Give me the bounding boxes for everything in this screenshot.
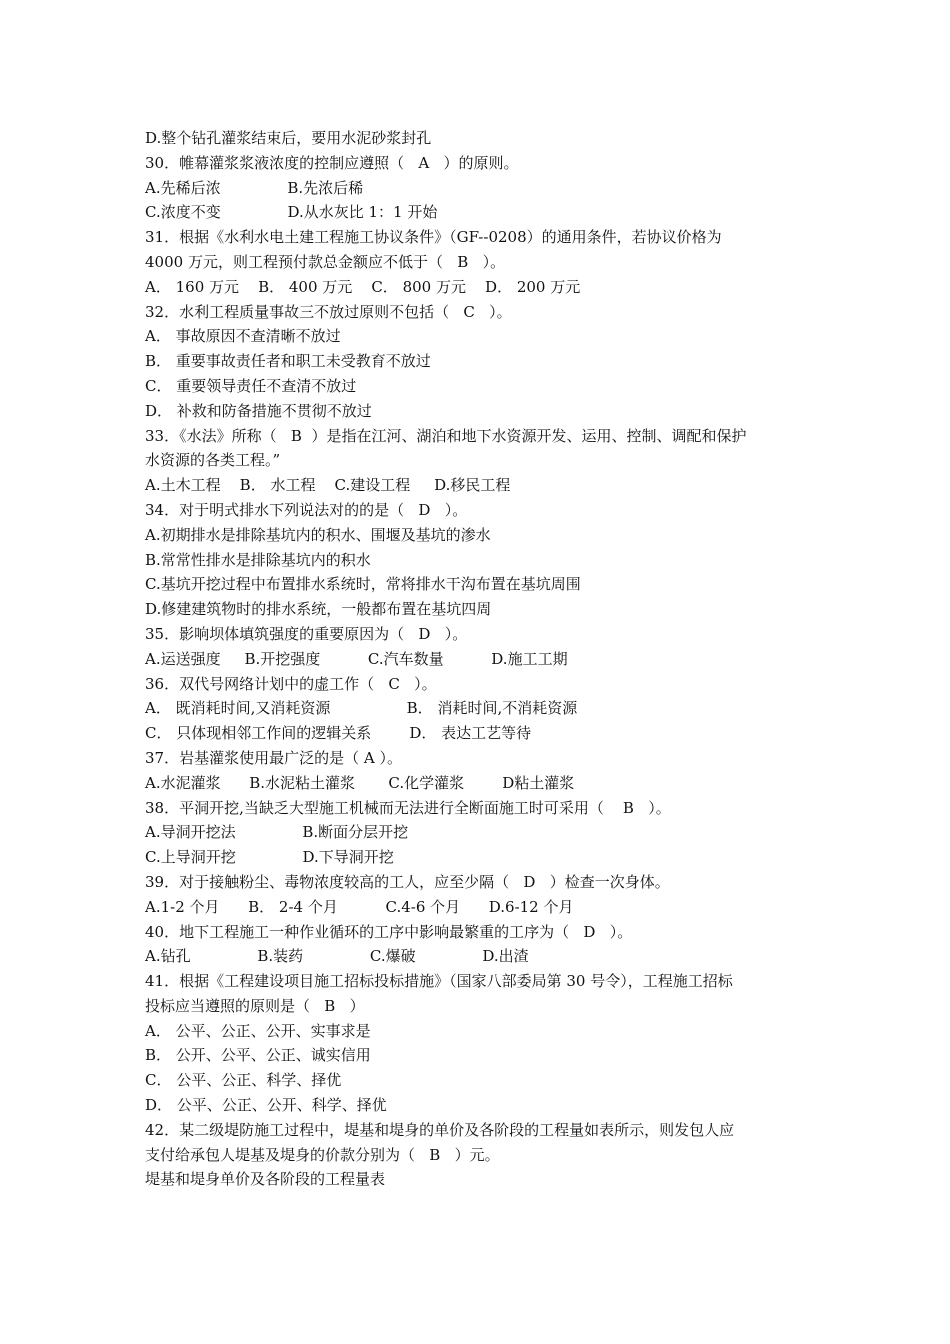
question-37: 37．岩基灌浆使用最广泛的是（ A ）。 bbox=[145, 748, 402, 767]
question-35: 35．影响坝体填筑强度的重要原因为（ D ）。 bbox=[145, 624, 468, 643]
question-41-option-d: D． 公平、公正、公开、科学、择优 bbox=[145, 1096, 387, 1115]
table-caption: 堤基和堤身单价及各阶段的工程量表 bbox=[145, 1170, 386, 1189]
question-32: 32．水利工程质量事故三不放过原则不包括（ C ）。 bbox=[145, 302, 512, 321]
question-41-option-a: A． 公平、公正、公开、实事求是 bbox=[145, 1021, 371, 1040]
question-34-option-d: D.修建建筑物时的排水系统，一般都布置在基坑四周 bbox=[145, 600, 492, 619]
question-30: 30．帷幕灌浆浆液浓度的控制应遵照（ A ）的原则。 bbox=[145, 153, 519, 172]
question-32-option-d: D． 补救和防备措施不贯彻不放过 bbox=[145, 401, 372, 420]
question-38-options-cd: C.上导洞开挖 D.下导洞开挖 bbox=[145, 848, 394, 867]
question-42: 42．某二级堤防施工过程中，堤基和堤身的单价及各阶段的工程量如表所示，则发包人应 bbox=[145, 1120, 735, 1139]
question-32-option-a: A． 事故原因不查清晰不放过 bbox=[145, 327, 341, 346]
question-41-option-c: C． 公平、公正、科学、择优 bbox=[145, 1071, 342, 1090]
question-33: 33．《水法》所称（ B ）是指在江河、湖泊和地下水资源开发、运用、控制、调配和保护 bbox=[145, 426, 747, 445]
question-34: 34．对于明式排水下列说法对的的是（ D ）。 bbox=[145, 500, 468, 519]
question-39: 39．对于接触粉尘、毒物浓度较高的工人，应至少隔（ D ）检查一次身体。 bbox=[145, 872, 670, 891]
question-36-options-cd: C． 只体现相邻工作间的逻辑关系 D． 表达工艺等待 bbox=[145, 724, 532, 743]
question-32-option-c: C． 重要领导责任不查清不放过 bbox=[145, 376, 357, 395]
question-41-cont: 投标应当遵照的原则是（ B ） bbox=[145, 996, 365, 1015]
question-36: 36．双代号网络计划中的虚工作（ C ）。 bbox=[145, 674, 437, 693]
question-38: 38．平洞开挖,当缺乏大型施工机械而无法进行全断面施工时可采用（ B ）。 bbox=[145, 798, 671, 817]
question-32-option-b: B． 重要事故责任者和职工未受教育不放过 bbox=[145, 352, 431, 371]
question-34-option-a: A.初期排水是排除基坑内的积水、围堰及基坑的渗水 bbox=[145, 525, 491, 544]
question-41-option-b: B． 公开、公平、公正、诚实信用 bbox=[145, 1046, 371, 1065]
question-40: 40．地下工程施工一种作业循环的工序中影响最繁重的工序为（ D ）。 bbox=[145, 922, 633, 941]
question-31-options: A． 160 万元 B． 400 万元 C． 800 万元 D． 200 万元 bbox=[145, 277, 581, 296]
question-42-cont: 支付给承包人堤基及堤身的价款分别为（ B ）元。 bbox=[145, 1145, 500, 1164]
question-30-options-ab: A.先稀后浓 B.先浓后稀 bbox=[145, 178, 364, 197]
question-31: 31．根据《水利水电土建工程施工协议条件》（GF--0208）的通用条件，若协议价格为 bbox=[145, 228, 722, 247]
question-34-option-b: B.常常性排水是排除基坑内的积水 bbox=[145, 550, 371, 569]
question-36-options-ab: A． 既消耗时间,又消耗资源 B． 消耗时间,不消耗资源 bbox=[145, 699, 578, 718]
question-33-options: A.土木工程 B． 水工程 C.建设工程 D.移民工程 bbox=[145, 476, 511, 495]
question-41: 41．根据《工程建设项目施工招标投标措施》（国家八部委局第 30 号令），工程施工招标 bbox=[145, 972, 733, 991]
question-33-cont: 水资源的各类工程。” bbox=[145, 451, 281, 470]
question-40-options: A.钻孔 B.装药 C.爆破 D.出渣 bbox=[145, 947, 529, 966]
question-39-options: A.1-2 个月 B． 2-4 个月 C.4-6 个月 D.6-12 个月 bbox=[145, 897, 574, 916]
question-35-options: A.运送强度 B.开挖强度 C.汽车数量 D.施工工期 bbox=[145, 649, 568, 668]
question-31-cont: 4000 万元，则工程预付款总金额应不低于（ B ）。 bbox=[145, 252, 506, 271]
question-30-options-cd: C.浓度不变 D.从水灰比 1：1 开始 bbox=[145, 203, 438, 222]
question-37-options: A.水泥灌浆 B.水泥粘土灌浆 C.化学灌浆 D粘土灌浆 bbox=[145, 773, 575, 792]
question-38-options-ab: A.导洞开挖法 B.断面分层开挖 bbox=[145, 823, 409, 842]
document-body bbox=[145, 126, 815, 1192]
question-34-option-c: C.基坑开挖过程中布置排水系统时，常将排水干沟布置在基坑周围 bbox=[145, 575, 581, 594]
text-line: D.整个钻孔灌浆结束后，要用水泥砂浆封孔 bbox=[145, 129, 432, 147]
